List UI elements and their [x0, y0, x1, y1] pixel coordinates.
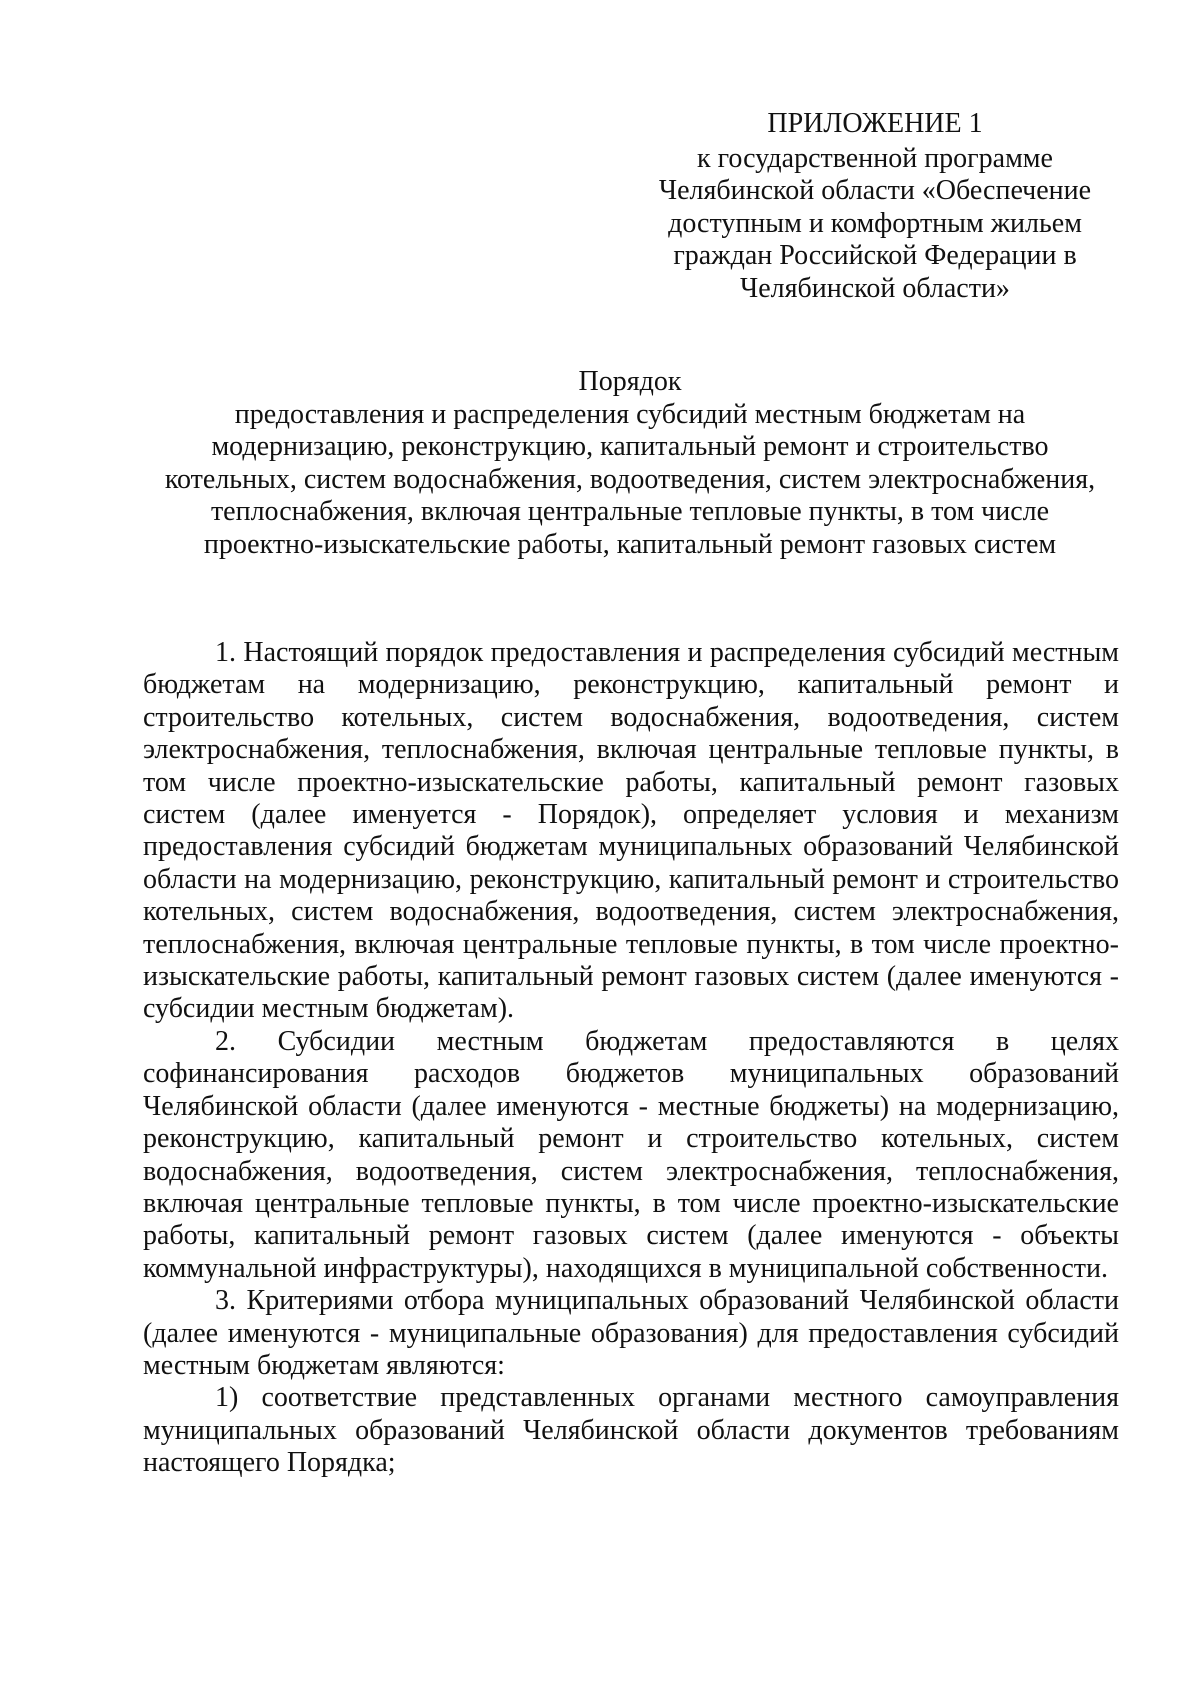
paragraph-text: соответствие представленных органами местного самоуправления муниципальных образований Челябинской области документов требованиям настоящего Порядка;: [143, 1382, 1120, 1479]
annex-line: доступным и комфортным жильем: [668, 207, 1082, 239]
paragraph-number: 1.: [215, 637, 236, 668]
document-body: [143, 637, 1119, 1480]
paragraph-text: Критериями отбора муниципальных образований Челябинской области (далее именуются - муниципальные образования) для предоставления субсидий местным бюджетам являются:: [143, 1285, 1119, 1381]
paragraph-number: 2.: [215, 1025, 236, 1057]
document-heading: Порядок: [578, 366, 682, 397]
paragraph-3: [143, 1285, 1119, 1382]
document-subtitle-line: предоставления и распределения субсидий местным бюджетам на: [234, 398, 1026, 430]
document-subtitle-line: проектно-изыскательские работы, капитальный ремонт газовых систем: [203, 528, 1057, 560]
document-subtitle-line: теплоснабжения, включая центральные тепловые пункты, в том числе: [210, 496, 1050, 527]
paragraph-number: 1): [215, 1382, 239, 1414]
paragraph-text: Субсидии местным бюджетам предоставляются в целях софинансирования расходов бюджетов муниципальных образований Челябинской области (далее именуются - местные бюджеты) на модернизацию, реконструкцию, капитальный ремонт и строительство котельных, систем водоснабжения, водоотведения, систем электроснабжения, теплоснабжения, включая центральные тепловые пункты, в том числе проектно-изыскательские работы, капитальный ремонт газовых систем (далее именуются - объекты коммунальной инфраструктуры), находящихся в муниципальной собственности.: [143, 1025, 1119, 1284]
document-subtitle-line: котельных, систем водоснабжения, водоотведения, систем электроснабжения,: [164, 463, 1096, 495]
annex-line: Челябинской области»: [740, 272, 1010, 304]
paragraph-number: 3.: [215, 1285, 236, 1317]
annex-title: ПРИЛОЖЕНИЕ 1: [767, 108, 983, 139]
paragraph-3-item-1: [143, 1382, 1119, 1479]
document-subtitle-line: модернизацию, реконструкцию, капитальный ремонт и строительство: [211, 431, 1049, 462]
paragraph-text: Настоящий порядок предоставления и распределения субсидий местным бюджетам на модернизацию, реконструкцию, капитальный ремонт и строительство котельных, систем водоснабжения, водоотведения, систем электроснабжения, теплоснабжения, включая центральные тепловые пункты, в том числе проектно-изыскательские работы, капитальный ремонт газовых систем (далее именуется - Порядок), определяет условия и механизм предоставления субсидий бюджетам муниципальных образований Челябинской области на модернизацию, реконструкцию, капитальный ремонт и строительство котельных, систем водоснабжения, водоотведения, систем электроснабжения, теплоснабжения, включая центральные тепловые пункты, в том числе проектно-изыскательские работы, капитальный ремонт газовых систем (далее именуются - субсидии местным бюджетам).: [143, 637, 1119, 1025]
annex-line: Челябинской области «Обеспечение: [658, 175, 1092, 206]
paragraph-2: [143, 1026, 1119, 1285]
annex-header: [652, 108, 1098, 305]
document-title-block: [140, 366, 1120, 561]
annex-line: граждан Российской Федерации в: [673, 240, 1077, 271]
annex-line: к государственной программе: [697, 142, 1053, 174]
paragraph-1: [143, 637, 1119, 1026]
